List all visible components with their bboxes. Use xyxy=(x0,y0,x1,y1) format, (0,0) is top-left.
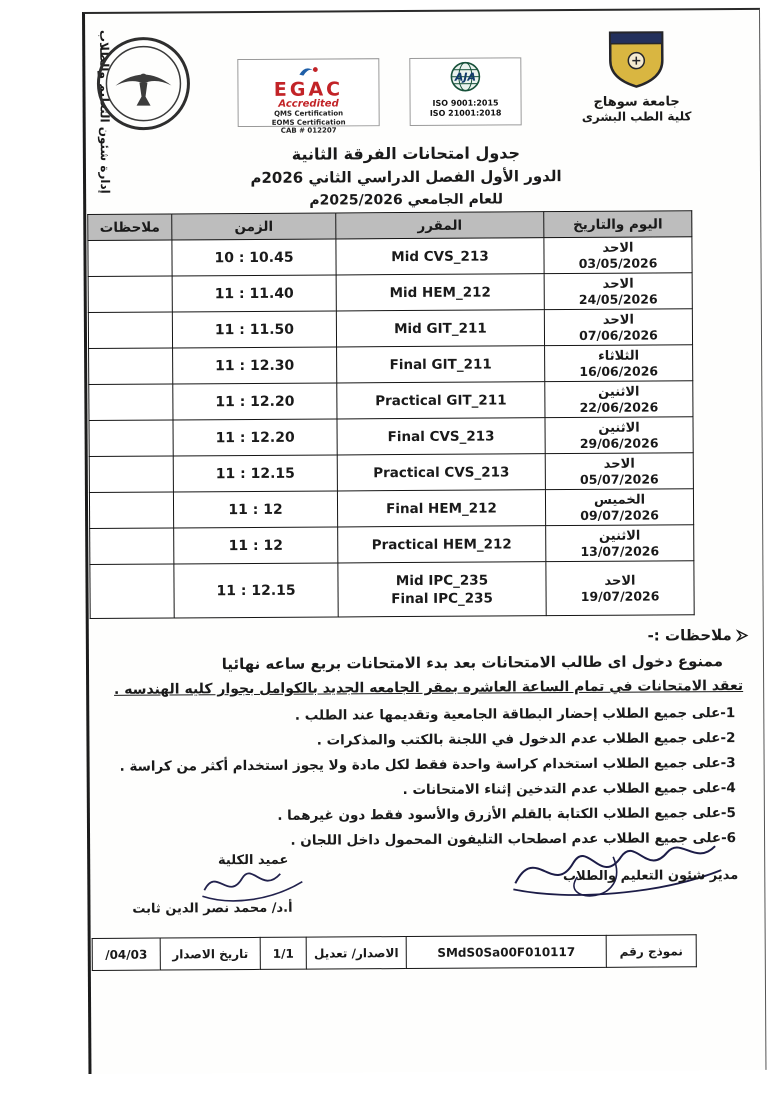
time-cell: 11 : 11.40 xyxy=(172,275,336,312)
notes-cell xyxy=(89,384,173,421)
egac-accreditation-badge xyxy=(237,58,379,135)
exam-row xyxy=(89,489,693,529)
course-cell: Final GIT_211 xyxy=(337,346,545,383)
time-cell: 11 : 12 xyxy=(173,491,337,528)
course-cell: Practical GIT_211 xyxy=(337,382,545,419)
header-course: المقرر xyxy=(336,212,544,239)
exam-row xyxy=(89,345,693,385)
director-signature-block xyxy=(492,840,742,922)
time-cell: 11 : 11.50 xyxy=(172,311,336,348)
title-line2: الدور الأول الفصل الدراسي الثاني 2026م xyxy=(250,167,562,187)
note-item: 5-على جميع الطلاب الكتابة بالقلم الأزرق والأسود فقط دون غيرهما . xyxy=(277,805,736,824)
notes-cell xyxy=(88,312,172,349)
exam-row xyxy=(90,561,694,619)
time-cell: 11 : 12.15 xyxy=(173,455,337,492)
svg-text:AJA: AJA xyxy=(454,70,477,84)
course-cell: Practical CVS_213 xyxy=(337,454,545,491)
notes-cell xyxy=(89,348,173,385)
aja-iso-line1: ISO 9001:2015 xyxy=(432,98,499,108)
time-cell: 11 : 12.20 xyxy=(173,419,337,456)
egac-cert-line1: QMS Certification xyxy=(274,109,344,118)
footer-issue-value: 1/1 xyxy=(260,937,306,969)
course-cell: Mid GIT_211 xyxy=(336,310,544,347)
university-identity-block xyxy=(571,26,702,124)
dean-signature xyxy=(198,864,308,905)
course-cell: Mid IPC_235 Final IPC_235 xyxy=(338,562,546,617)
footer-form-label: نموذج رقم xyxy=(606,935,696,968)
time-cell: 11 : 12.15 xyxy=(174,563,338,618)
day-date-cell: الاثنين 13/07/2026 xyxy=(546,525,694,562)
day-date-cell: الاثنين 29/06/2026 xyxy=(545,417,693,454)
header-notes: ملاحظات xyxy=(88,214,172,241)
day-date-cell: الثلاثاء 16/06/2026 xyxy=(545,345,693,382)
dean-title: عميد الكلية xyxy=(217,852,289,869)
university-seal-icon xyxy=(95,35,192,136)
note-item: 6-على جميع الطلاب عدم اصطحاب التليفون المحمول داخل اللجان . xyxy=(290,830,737,849)
notes-cell xyxy=(90,564,174,619)
day-date-cell: الخميس 09/07/2026 xyxy=(545,489,693,526)
time-cell: 11 : 12 xyxy=(174,527,338,564)
exam-row xyxy=(88,273,692,313)
day-date-cell: الاحد 03/05/2026 xyxy=(544,237,692,274)
exam-row xyxy=(89,381,693,421)
egac-name: EGAC xyxy=(273,78,344,101)
notes-heading xyxy=(647,626,748,645)
header-day-date: اليوم والتاريخ xyxy=(544,211,692,238)
exam-row xyxy=(88,309,692,349)
aja-iso-badge xyxy=(409,57,521,126)
day-date-cell: الاثنين 22/06/2026 xyxy=(545,381,693,418)
course-cell: Practical HEM_212 xyxy=(338,526,546,563)
day-date-cell: الاحد 24/05/2026 xyxy=(544,273,692,310)
note-item: 1-على جميع الطلاب إحضار البطاقة الجامعية وتقديمها عند الطلب . xyxy=(294,705,736,724)
day-date-cell: الاحد 07/06/2026 xyxy=(544,309,692,346)
aja-iso-line2: ISO 21001:2018 xyxy=(429,108,502,118)
footer-form-table xyxy=(92,934,697,971)
notes-cell xyxy=(88,276,172,313)
footer-date-label: تاريخ الاصدار xyxy=(160,937,260,970)
document-title-block xyxy=(86,140,726,213)
exam-table-body xyxy=(88,237,694,619)
notes-cell xyxy=(89,456,173,493)
note-no-entry-rule: ممنوع دخول اى طالب الامتحانات بعد بدء الامتحانات بربع ساعه نهائيا xyxy=(221,652,724,674)
university-name: جامعة سوهاج xyxy=(593,94,680,110)
exam-schedule-table xyxy=(87,210,694,619)
time-cell: 11 : 12.30 xyxy=(173,347,337,384)
egac-mark-icon xyxy=(297,65,319,77)
aja-globe-icon xyxy=(446,61,484,95)
arrow-bullet-icon xyxy=(736,628,749,641)
course-cell: Mid HEM_212 xyxy=(336,274,544,311)
notes-cell xyxy=(89,492,173,529)
time-cell: 10 : 10.45 xyxy=(172,239,336,276)
course-cell: Mid CVS_213 xyxy=(336,238,544,275)
director-title: مدير شئون التعليم والطلاب xyxy=(562,868,739,885)
note-item: 2-على جميع الطلاب عدم الدخول في اللجنة بالكتب والمذكرات . xyxy=(316,730,736,749)
title-line3: للعام الجامعي 2025/2026م xyxy=(309,191,503,209)
header-time: الزمن xyxy=(172,213,336,240)
footer-date-value: /04/03 xyxy=(92,938,160,970)
title-line1: جدول امتحانات الفرقة الثانية xyxy=(291,143,521,164)
note-exam-location: تعقد الامتحانات في تمام الساعة العاشره بمقر الجامعه الجديد بالكوامل بجوار كليه الهندسه . xyxy=(113,677,744,698)
page-frame xyxy=(82,8,766,1074)
exam-row xyxy=(88,237,692,277)
notes-cell xyxy=(88,240,172,277)
footer-form-code: SMdS0Sa00F010117 xyxy=(406,935,606,968)
table-header-row xyxy=(88,211,692,241)
note-item: 4-على جميع الطلاب عدم التدخين إثناء الامتحانات . xyxy=(402,780,736,799)
course-cell: Final CVS_213 xyxy=(337,418,545,455)
exam-row xyxy=(89,453,693,493)
notes-cell xyxy=(90,528,174,565)
notes-cell xyxy=(89,420,173,457)
faculty-name: كلية الطب البشرى xyxy=(581,109,692,124)
footer-row xyxy=(92,935,696,971)
course-cell: Final HEM_212 xyxy=(337,490,545,527)
egac-cert-line2: EOMS Certification xyxy=(271,117,346,127)
egac-accredited-label: Accredited xyxy=(278,98,339,110)
faculty-shield-icon xyxy=(604,26,668,88)
day-date-cell: الاحد 05/07/2026 xyxy=(545,453,693,490)
notes-heading-text: ملاحظات :- xyxy=(647,626,732,645)
day-date-cell: الاحد 19/07/2026 xyxy=(546,561,694,616)
dean-name: أ.د/ محمد نصر الدين ثابت xyxy=(132,900,293,917)
side-department-label: إدارة شئون التعليم والطلاب xyxy=(97,29,113,194)
footer-issue-label: الاصدار/ تعديل xyxy=(306,937,406,970)
note-item: 3-على جميع الطلاب استخدام كراسة واحدة فقط لكل مادة ولا يجوز استخدام أكثر من كراسة . xyxy=(119,755,736,775)
exam-row xyxy=(90,525,694,565)
exam-row xyxy=(89,417,693,457)
egac-cert-line3: CAB # 012207 xyxy=(280,126,337,135)
time-cell: 11 : 12.20 xyxy=(173,383,337,420)
